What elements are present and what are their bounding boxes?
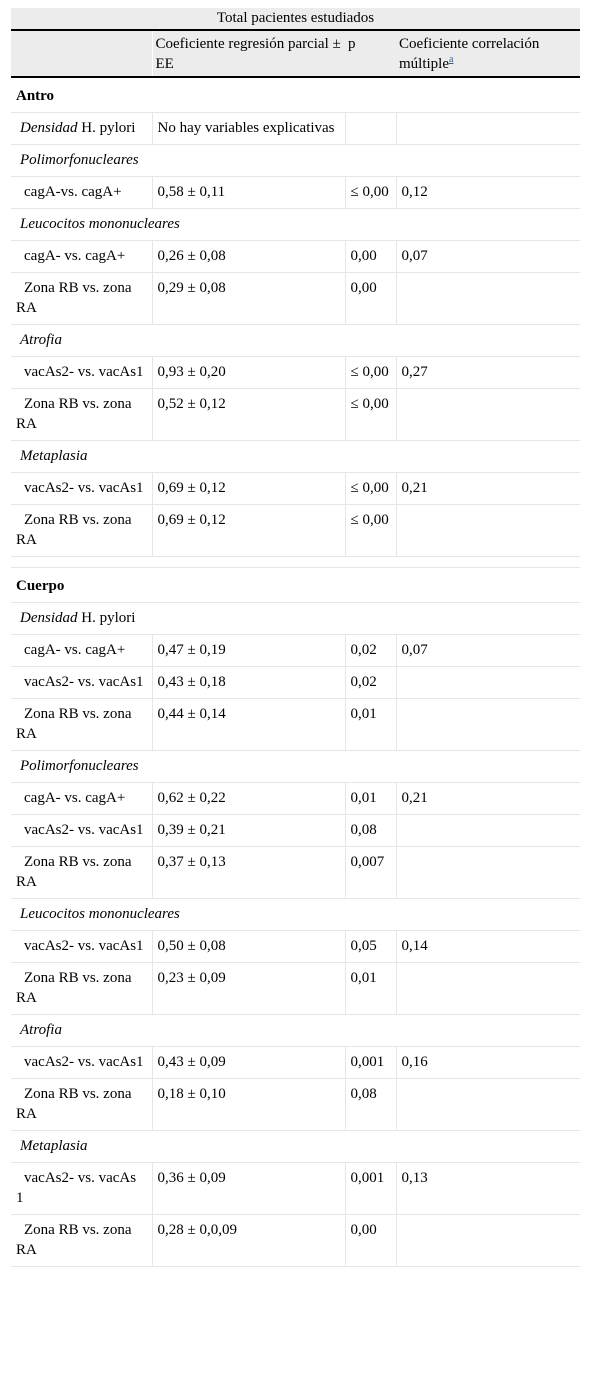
p-cell: 0,08 bbox=[345, 815, 396, 847]
p-cell: 0,001 bbox=[345, 1047, 396, 1079]
group-label-cell bbox=[11, 113, 152, 145]
coef-cell: 0,69 ± 0,12 bbox=[152, 473, 345, 505]
section-header bbox=[11, 568, 580, 603]
coef-cell: 0,50 ± 0,08 bbox=[152, 931, 345, 963]
group-name-suffix: H. pylori bbox=[77, 120, 136, 136]
table-body bbox=[11, 77, 580, 1267]
header-p: p bbox=[345, 30, 396, 77]
group-header bbox=[11, 325, 580, 357]
coef-cell: 0,28 ± 0,0,09 bbox=[152, 1215, 345, 1267]
section-title: Cuerpo bbox=[11, 568, 580, 603]
coef-cell: 0,36 ± 0,09 bbox=[152, 1163, 345, 1215]
coef-cell: 0,52 ± 0,12 bbox=[152, 389, 345, 441]
group-name-cell bbox=[11, 603, 580, 635]
r-cell: 0,16 bbox=[396, 1047, 580, 1079]
table-row bbox=[11, 273, 580, 325]
p-cell: 0,01 bbox=[345, 699, 396, 751]
r-cell bbox=[396, 667, 580, 699]
row-label: Zona RB vs. zona RA bbox=[11, 1215, 152, 1267]
row-label: Zona RB vs. zona RA bbox=[11, 273, 152, 325]
group-header bbox=[11, 145, 580, 177]
group-name: Metaplasia bbox=[20, 448, 88, 464]
table-row bbox=[11, 667, 580, 699]
row-label: cagA- vs. cagA+ bbox=[11, 783, 152, 815]
coef-cell: 0,39 ± 0,21 bbox=[152, 815, 345, 847]
group-name: Densidad bbox=[20, 120, 78, 136]
r-cell: 0,21 bbox=[396, 473, 580, 505]
row-label: cagA- vs. cagA+ bbox=[11, 635, 152, 667]
table-row bbox=[11, 113, 580, 145]
group-header bbox=[11, 603, 580, 635]
p-cell bbox=[345, 113, 396, 145]
coef-cell: 0,43 ± 0,09 bbox=[152, 1047, 345, 1079]
spacer-cell bbox=[11, 557, 580, 568]
row-label: vacAs2- vs. vacAs1 bbox=[11, 931, 152, 963]
coef-cell: 0,37 ± 0,13 bbox=[152, 847, 345, 899]
group-name: Leucocitos mononucleares bbox=[20, 216, 180, 232]
p-cell: 0,001 bbox=[345, 1163, 396, 1215]
r-cell: 0,07 bbox=[396, 635, 580, 667]
r-cell bbox=[396, 273, 580, 325]
coef-cell: 0,18 ± 0,10 bbox=[152, 1079, 345, 1131]
p-cell: ≤ 0,00 bbox=[345, 389, 396, 441]
table-row bbox=[11, 783, 580, 815]
row-label: Zona RB vs. zona RA bbox=[11, 963, 152, 1015]
table-super-header: Total pacientes estudiados bbox=[11, 8, 580, 30]
coef-cell: 0,62 ± 0,22 bbox=[152, 783, 345, 815]
r-cell bbox=[396, 699, 580, 751]
group-name: Atrofia bbox=[20, 332, 62, 348]
group-header bbox=[11, 1131, 580, 1163]
group-name-cell bbox=[11, 751, 580, 783]
group-name: Atrofia bbox=[20, 1022, 62, 1038]
group-name-cell bbox=[11, 1015, 580, 1047]
p-cell: ≤ 0,00 bbox=[345, 357, 396, 389]
r-cell: 0,12 bbox=[396, 177, 580, 209]
table-row bbox=[11, 847, 580, 899]
coef-cell: No hay variables explicativas bbox=[152, 113, 345, 145]
table-row bbox=[11, 241, 580, 273]
group-name-suffix: H. pylori bbox=[77, 610, 136, 626]
r-cell bbox=[396, 113, 580, 145]
coef-cell: 0,43 ± 0,18 bbox=[152, 667, 345, 699]
table-row bbox=[11, 699, 580, 751]
group-header bbox=[11, 751, 580, 783]
r-cell: 0,21 bbox=[396, 783, 580, 815]
p-cell: 0,02 bbox=[345, 667, 396, 699]
r-cell: 0,07 bbox=[396, 241, 580, 273]
table-row bbox=[11, 635, 580, 667]
row-label: vacAs2- vs. vacAs1 bbox=[11, 357, 152, 389]
r-cell bbox=[396, 815, 580, 847]
group-name-cell bbox=[11, 441, 580, 473]
coef-cell: 0,44 ± 0,14 bbox=[152, 699, 345, 751]
group-name-cell bbox=[11, 899, 580, 931]
r-cell: 0,14 bbox=[396, 931, 580, 963]
row-label: vacAs2- vs. vacAs1 bbox=[11, 815, 152, 847]
p-cell: 0,01 bbox=[345, 783, 396, 815]
p-cell: 0,00 bbox=[345, 273, 396, 325]
r-cell bbox=[396, 1079, 580, 1131]
group-header bbox=[11, 209, 580, 241]
group-name-cell bbox=[11, 1131, 580, 1163]
table-row bbox=[11, 1079, 580, 1131]
coef-cell: 0,26 ± 0,08 bbox=[152, 241, 345, 273]
table-row bbox=[11, 1163, 580, 1215]
coef-cell: 0,93 ± 0,20 bbox=[152, 357, 345, 389]
r-cell bbox=[396, 505, 580, 557]
section-spacer bbox=[11, 557, 580, 568]
group-name-cell bbox=[11, 145, 580, 177]
p-cell: 0,01 bbox=[345, 963, 396, 1015]
table-row bbox=[11, 815, 580, 847]
r-cell bbox=[396, 389, 580, 441]
p-cell: 0,00 bbox=[345, 1215, 396, 1267]
table-row bbox=[11, 931, 580, 963]
group-name: Polimorfonucleares bbox=[20, 758, 139, 774]
group-name: Leucocitos mononucleares bbox=[20, 906, 180, 922]
group-name: Densidad bbox=[20, 610, 78, 626]
coef-cell: 0,47 ± 0,19 bbox=[152, 635, 345, 667]
regression-table bbox=[11, 8, 580, 1267]
row-label: vacAs2- vs. vacAs1 bbox=[11, 667, 152, 699]
p-cell: 0,08 bbox=[345, 1079, 396, 1131]
p-cell: ≤ 0,00 bbox=[345, 473, 396, 505]
row-label: Zona RB vs. zona RA bbox=[11, 847, 152, 899]
coef-cell: 0,58 ± 0,11 bbox=[152, 177, 345, 209]
footnote-link[interactable]: a bbox=[449, 54, 454, 65]
group-name: Metaplasia bbox=[20, 1138, 88, 1154]
row-label: vacAs2- vs. vacAs1 bbox=[11, 1047, 152, 1079]
section-header bbox=[11, 77, 580, 113]
p-cell: ≤ 0,00 bbox=[345, 177, 396, 209]
row-label: vacAs2- vs. vacAs1 bbox=[11, 473, 152, 505]
coef-cell: 0,29 ± 0,08 bbox=[152, 273, 345, 325]
header-r bbox=[396, 30, 580, 77]
table-row bbox=[11, 1047, 580, 1079]
group-name-cell bbox=[11, 325, 580, 357]
table-row bbox=[11, 177, 580, 209]
r-cell bbox=[396, 847, 580, 899]
header-coef: Coeficiente regresión parcial ± EE bbox=[152, 30, 345, 77]
header-empty bbox=[11, 30, 152, 77]
table-row bbox=[11, 357, 580, 389]
r-cell bbox=[396, 1215, 580, 1267]
group-header bbox=[11, 899, 580, 931]
p-cell: 0,02 bbox=[345, 635, 396, 667]
row-label: cagA-vs. cagA+ bbox=[11, 177, 152, 209]
row-label: Zona RB vs. zona RA bbox=[11, 505, 152, 557]
table-row bbox=[11, 1215, 580, 1267]
p-cell: 0,007 bbox=[345, 847, 396, 899]
group-name-cell bbox=[11, 209, 580, 241]
row-label: Zona RB vs. zona RA bbox=[11, 699, 152, 751]
table-row bbox=[11, 389, 580, 441]
r-cell bbox=[396, 963, 580, 1015]
group-name: Polimorfonucleares bbox=[20, 152, 139, 168]
section-title: Antro bbox=[11, 77, 580, 113]
row-label: Zona RB vs. zona RA bbox=[11, 1079, 152, 1131]
row-label: vacAs2- vs. vacAs 1 bbox=[11, 1163, 152, 1215]
p-cell: 0,00 bbox=[345, 241, 396, 273]
header-r-label: Coeficiente correlación múltiple bbox=[399, 36, 540, 72]
coef-cell: 0,69 ± 0,12 bbox=[152, 505, 345, 557]
r-cell: 0,13 bbox=[396, 1163, 580, 1215]
group-header bbox=[11, 441, 580, 473]
table-row bbox=[11, 963, 580, 1015]
p-cell: 0,05 bbox=[345, 931, 396, 963]
coef-cell: 0,23 ± 0,09 bbox=[152, 963, 345, 1015]
table-row bbox=[11, 473, 580, 505]
p-cell: ≤ 0,00 bbox=[345, 505, 396, 557]
group-header bbox=[11, 1015, 580, 1047]
table-row bbox=[11, 505, 580, 557]
r-cell: 0,27 bbox=[396, 357, 580, 389]
row-label: Zona RB vs. zona RA bbox=[11, 389, 152, 441]
row-label: cagA- vs. cagA+ bbox=[11, 241, 152, 273]
